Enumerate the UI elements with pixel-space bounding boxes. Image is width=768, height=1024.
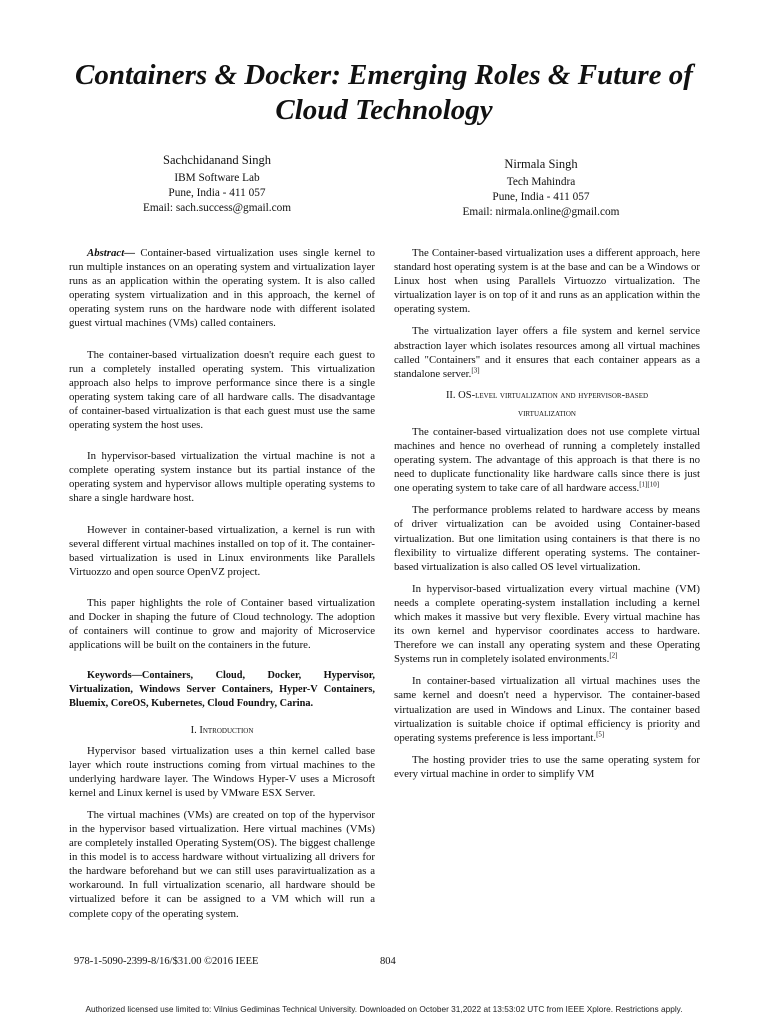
citation-ref: [5]: [596, 730, 605, 739]
citation-ref: [1][10]: [639, 480, 660, 489]
section-heading: virtualization: [518, 407, 576, 419]
author-affiliation: Tech Mahindra: [506, 176, 576, 188]
body-paragraph: [394, 674, 700, 744]
author-affiliation: IBM Software Lab: [174, 172, 260, 184]
abstract-text: Container-based virtualization uses single kernel to run multiple instances on an operating system and virtualization layer runs as an application within the operating system. It is also called operating system virtualization and in this approach, the kernel of operating system runs on the hardware node with different isolated guest virtual machines (VMs) called containers.: [69, 247, 375, 330]
citation-ref: [2]: [609, 651, 618, 660]
keywords-label: Keywords—: [87, 670, 142, 682]
author-email: Email: sach.success@gmail.com: [142, 202, 292, 214]
abstract-paragraph: However in container-based virtualization, a kernel is run with several different virtual machines installed on top of it. The container-based virtualization is used in Linux environments like Parallels Virtuozzo and open source OpenVZ project.: [69, 523, 375, 578]
abstract-label: Abstract—: [87, 247, 135, 259]
body-paragraph: Hypervisor based virtualization uses a thin kernel called base layer which route instructions coming from virtual machines to the underlying hardware layer. The Windows Hyper-V uses a Microsoft kernel and Linux kernel is used by VMware ESX Server.: [69, 744, 375, 799]
author-name: Nirmala Singh: [504, 157, 578, 171]
author-block-1: [112, 153, 322, 216]
right-column: [394, 246, 700, 781]
body-paragraph: [394, 324, 700, 380]
abstract-paragraph: [69, 246, 375, 331]
section-heading: II. OS-level virtualization and hypervisor-based: [445, 389, 649, 401]
citation-ref: [3]: [471, 366, 480, 375]
author-name: Sachchidanand Singh: [163, 153, 271, 167]
author-location: Pune, India - 411 057: [168, 187, 266, 199]
body-paragraph: The Container-based virtualization uses a different approach, here standard host operating system is at the base and can be a Windows or Linux host when using Parallels Virtuozzo virtualization. The virtualization layer is on top of it and runs as an application within the operating system.: [394, 247, 700, 316]
body-paragraph: The virtual machines (VMs) are created on top of the hypervisor in the hypervisor based virtualization. Here virtual machines (VMs) are completely installed Operating System(OS). The biggest challenge in this model is to access hardware without virtualizing all drivers for the hardware beforehand but we can still uses paravirtualization as a workaround. In full virtualization scenario, all hardware should be virtualized before it can be assigned to a VM which will run a complete copy of the operating system.: [69, 808, 375, 920]
body-text: The virtualization layer offers a file system and kernel service abstraction layer which isolates resources among all virtual machines called "Containers" and it ensures that each container appears as a standalone server.: [394, 325, 700, 380]
section-heading: I. Introduction: [190, 724, 254, 736]
abstract-paragraph: In hypervisor-based virtualization the virtual machine is not a complete operating system instance but its partial instance of the operating system and hypervisor allows multiple operating systems to share a single hardware host.: [69, 450, 375, 505]
license-notice: Authorized licensed use limited to: Vilnius Gediminas Technical University. Downloaded on October 31,2022 at 13:53:02 UTC from IEEE Xplore. Restrictions apply.: [85, 1004, 683, 1014]
body-paragraph: [394, 582, 700, 667]
abstract-paragraph: This paper highlights the role of Container based virtualization and Docker in shaping the future of Cloud technology. The adoption of containers will continue to grow and majority of Microservice applications will be built on the containers in the future.: [69, 596, 375, 652]
author-location: Pune, India - 411 057: [492, 191, 590, 203]
body-paragraph: The hosting provider tries to use the same operating system for every virtual machine in order to simplify VM: [394, 753, 700, 780]
left-column: [69, 246, 375, 921]
abstract-paragraph: The container-based virtualization doesn't require each guest to run a completely installed operating system. This virtualization approach also helps to improve performance since there is a single operating system taking care of all hardware calls. The disadvantage of container-based virtualization is that each guest must use the same operating system the host uses.: [69, 348, 375, 432]
body-text: In hypervisor-based virtualization every virtual machine (VM) needs a complete operating-system installation including a kernel which makes it massive but very flexible. Every virtual machine has its own kernel and hypervisor coordinates access to hardware. Therefore we can install any operating system and these Operating Systems run in completely isolated environments.: [394, 582, 700, 666]
body-text: The container-based virtualization does not use complete virtual machines and hence no overhead of running a completely installed operating system. The advantage of this approach is that there is no need to duplicate functionality like hardware calls since there is just one operating system to take care of all hardware access.: [394, 425, 700, 495]
author-email: Email: nirmala.online@gmail.com: [462, 206, 620, 218]
body-paragraph: [394, 425, 700, 495]
footer-isbn: 978-1-5090-2399-8/16/$31.00 ©2016 IEEE: [74, 956, 259, 967]
keywords-text: Containers, Cloud, Docker, Hypervisor, Virtualization, Windows Server Containers, Hyper-V Containers, Bluemix, CoreOS, Kubernetes, Cloud Foundry, Carina.: [69, 670, 375, 710]
body-paragraph: The performance problems related to hardware access by means of driver virtualization can be avoided using Container-based virtualization. But one limitation using containers is that there is no flexibility to virtualize different operating systems. The container-based virtualization is also called OS level virtualization.: [394, 504, 700, 573]
body-text: In container-based virtualization all virtual machines uses the same kernel and doesn't need a hypervisor. The container-based virtualization are used in Windows and Linux. The container based virtualization is suitable choice if optimal efficiency is priority and operating systems preference is less important.: [394, 675, 700, 744]
page-number: 804: [380, 956, 396, 967]
keywords: [69, 669, 375, 711]
author-block-2: [436, 157, 646, 220]
paper-title: Containers & Docker: Emerging Roles & Future of Cloud Technology: [75, 59, 693, 126]
